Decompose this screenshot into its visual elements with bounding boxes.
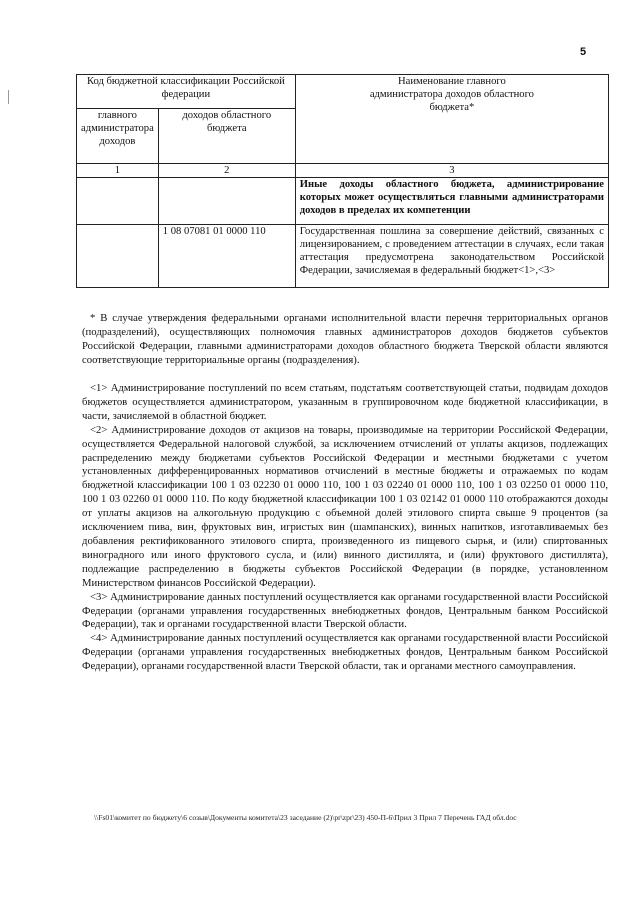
footnote-2: <2> Администрирование доходов от акцизов на товары, производимые на территории Российской Федерации, осуществляется Федеральной налоговой службой, за исключением отчислений от уплаты акцизов, подлежащих распределению между бюджетами субъектов Российской Федерации и местными бюджетами с учетом установленных дифференцированных нормативов отчислений в местные бюджеты и отражаемых по кодам бюджетной классификации 100 1 03 02230 01 0000 110, 100 1 03 02240 01 0000 110, 100 1 03 02250 01 0000 110, 100 1 03 02260 01 0000 110. По коду бюджетной классификации 100 1 03 02142 01 0000 110 отображаются доходы от уплаты акцизов на алкогольную продукцию с объемной долей этилового спирта свыше 9 процентов (за исключением пива, вин, фруктовых вин, игристых вин (шампанских), винных напитков, изготавливаемых без добавления ректификованного этилового спирта, произведенного из пищевого сырья, и (или) спиртованных виноградного или иного фруктового сусла, и (или) винного дистиллята, и (или) фруктового дистиллята), подлежащие распределению в бюджеты субъектов Российской Федерации (в порядке, установленном Министерством финансов Российской Федерации). [82, 423, 608, 589]
header-administrator-name: Наименование главного администратора доходов областного бюджета* [295, 75, 608, 164]
table-cell [77, 178, 159, 225]
footnote-1: <1> Администрирование поступлений по всем статьям, подстатьям соответствующей статьи, подвидам доходов бюджетов осуществляется администратором, указанным в группировочном коде бюджетной классификации, в части, зачисляемой в областной бюджет. [82, 382, 608, 422]
item-description: Государственная пошлина за совершение действий, связанных с лицензированием, с проведением аттестации в случаях, если такая аттестация предусмотрена законодательством Российской Федерации, зачисляемая в федеральный бюджет<1>,<3> [295, 225, 608, 288]
asterisk-note [82, 312, 608, 368]
table-number-row [77, 164, 609, 178]
footnote-3: <3> Администрирование данных поступлений осуществляется как органами государственной власти Российской Федерации (органами управления государственных внебюджетных фондов, Центральным банком Российской Федерации), так и органами государственной власти Тверской области. [82, 590, 608, 631]
section-title: Иные доходы областного бюджета, администрирование которых может осуществляться главными администраторами доходов в пределах их компетенции [295, 178, 608, 225]
column-number: 2 [158, 164, 295, 178]
column-number: 3 [295, 164, 608, 178]
header-budget-code: Код бюджетной классификации Российской федерации [77, 75, 296, 109]
column-number: 1 [77, 164, 159, 178]
header-main-administrator: главного администратора доходов [77, 109, 159, 164]
header-regional-income: доходов областного бюджета [158, 109, 295, 164]
table-section-row [77, 178, 609, 225]
footnotes [82, 382, 608, 674]
file-path-footer: \\Fs01\комитет по бюджету\6 созыв\Документы комитета\23 заседание (2)\pr\zpr\23) 450-П-6\Прил 3 Прил 7 Перечень ГАД обл.doc [94, 813, 517, 822]
table-row [77, 225, 609, 288]
page-number: 5 [580, 46, 587, 58]
asterisk-note-text: * В случае утверждения федеральными органами исполнительной власти перечня территориальных органов (подразделений), осуществляющих полномочия главных администраторов доходов бюджетов субъектов Российской Федерации, главными администраторами доходов областного бюджета Тверской области являются соответствующие территориальные органы (подразделения). [82, 312, 608, 366]
budget-classification-table [76, 74, 609, 288]
table-cell [158, 178, 295, 225]
scan-edge-mark [8, 90, 9, 104]
table-header-row [77, 75, 609, 109]
table-cell [77, 225, 159, 288]
item-code: 1 08 07081 01 0000 110 [158, 225, 295, 288]
footnote-4: <4> Администрирование данных поступлений осуществляется как органами государственной власти Российской Федерации (органами управления государственных внебюджетных фондов, Центральным банком Российской Федерации), органами государственной власти Тверской области, так и органами местного самоуправления. [82, 632, 608, 673]
